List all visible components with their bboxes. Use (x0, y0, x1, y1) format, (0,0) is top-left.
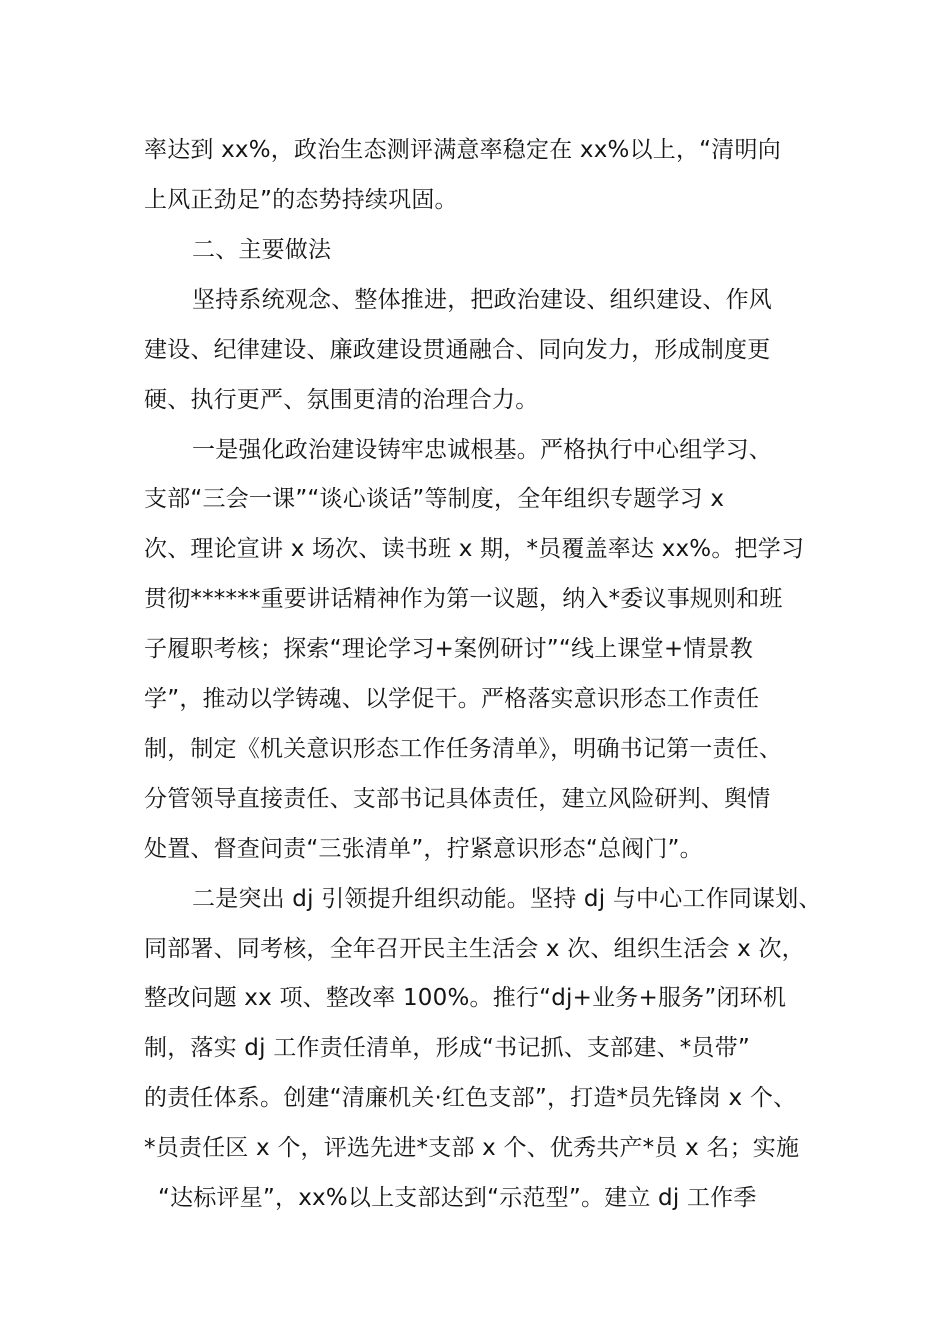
text-line: 整改问题 xx 项、整改率 100%。推行“dj+业务+服务”闭环机 (144, 985, 787, 1011)
text-line: “达标评星”，xx%以上支部达到“示范型”。建立 dj 工作季 (158, 1185, 757, 1211)
text-line: 制，落实 dj 工作责任清单，形成“书记抓、支部建、*员带” (144, 1035, 750, 1061)
text-line: 坚持系统观念、整体推进，把政治建设、组织建设、作风 (192, 287, 772, 313)
text-line: 制，制定《机关意识形态工作任务清单》，明确书记第一责任、 (144, 736, 783, 762)
text-line: 同部署、同考核，全年召开民主生活会 x 次、组织生活会 x 次， (144, 936, 805, 962)
text-line: 一是强化政治建设铸牢忠诚根基。严格执行中心组学习、 (192, 437, 772, 463)
text-line: 子履职考核；探索“理论学习+案例研讨”“线上课堂+情景教 (144, 636, 753, 662)
text-line: 处置、督查问责“三张清单”，拧紧意识形态“总阀门”。 (144, 836, 703, 862)
section-heading: 二、主要做法 (192, 237, 332, 263)
text-line: 分管领导直接责任、支部书记具体责任，建立风险研判、舆情 (144, 786, 771, 812)
text-line: 建设、纪律建设、廉政建设贯通融合、同向发力，形成制度更 (144, 337, 771, 363)
text-line: 率达到 xx%，政治生态测评满意率稳定在 xx%以上，“清明向 (144, 137, 781, 163)
text-line: 的责任体系。创建“清廉机关·红色支部”，打造*员先锋岗 x 个、 (144, 1085, 797, 1111)
text-line: 上风正劲足”的态势持续巩固。 (144, 187, 458, 213)
text-line: 支部“三会一课”“谈心谈话”等制度，全年组织专题学习 x (144, 486, 725, 512)
text-line: 次、理论宣讲 x 场次、读书班 x 期，*员覆盖率达 xx%。把学习 (144, 536, 805, 562)
text-line: *员责任区 x 个，评选先进*支部 x 个、优秀共产*员 x 名；实施 (144, 1135, 800, 1161)
text-line: 贯彻******重要讲话精神作为第一议题，纳入*委议事规则和班 (144, 586, 783, 612)
text-line: 二是突出 dj 引领提升组织动能。坚持 dj 与中心工作同谋划、 (192, 886, 822, 912)
text-line: 硬、执行更严、氛围更清的治理合力。 (144, 387, 539, 413)
text-line: 学”，推动以学铸魂、以学促干。严格落实意识形态工作责任 (144, 686, 760, 712)
